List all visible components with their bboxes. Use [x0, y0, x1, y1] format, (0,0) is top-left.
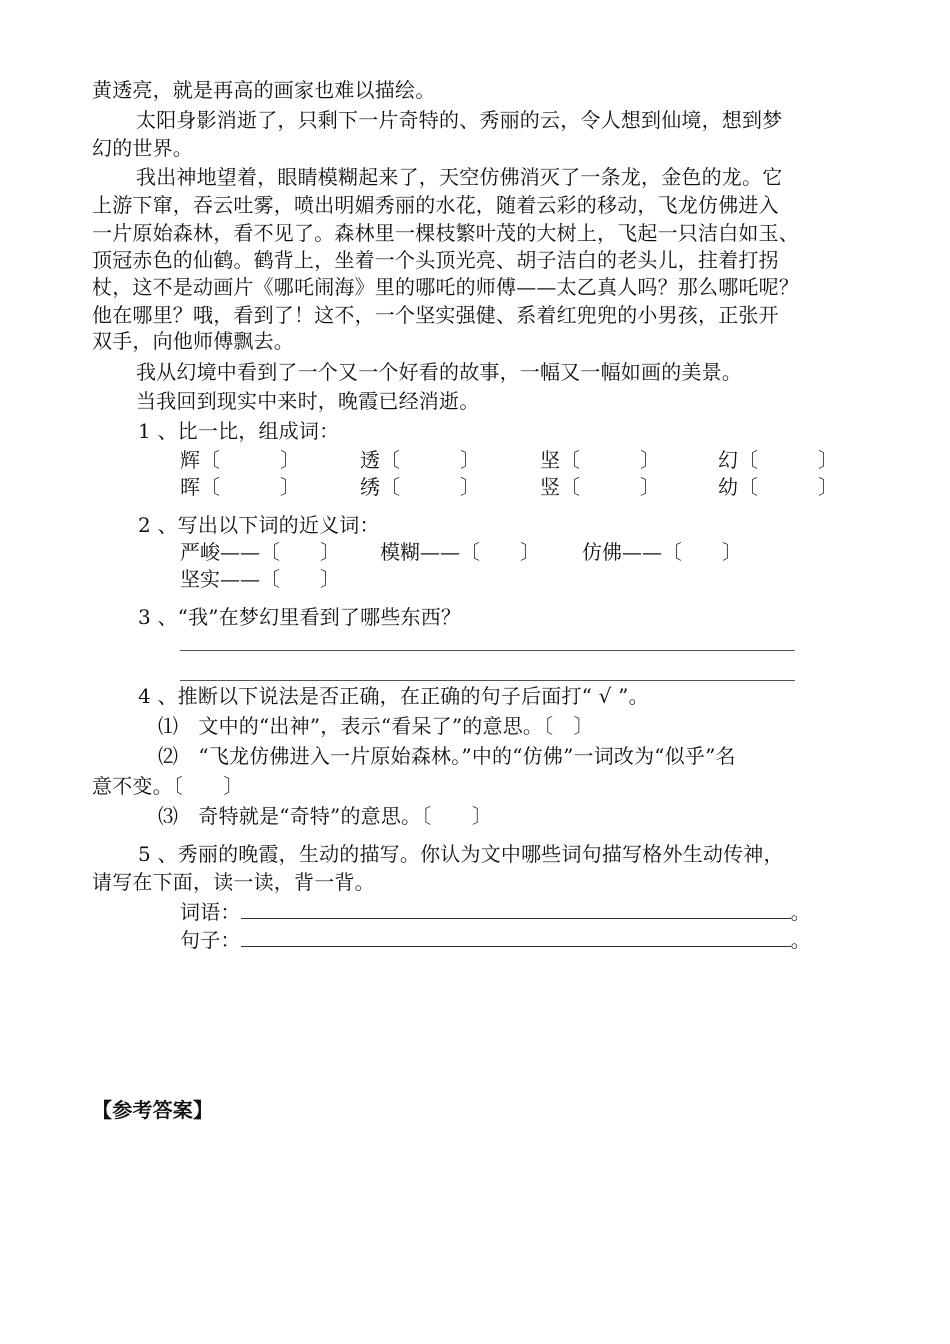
passage-line: 太阳身影消逝了，只剩下一片奇特的、秀丽的云，令人想到仙境，想到梦	[136, 108, 783, 132]
passage-line: 顶冠赤色的仙鹤。鹤背上，坐着一个头顶光亮、胡子洁白的老头儿，拄着打拐	[92, 248, 779, 272]
judgment-item-2-cont[interactable]: 意不变。〔 〕	[92, 774, 244, 798]
word-pair-cell[interactable]: 竖〔 〕	[540, 475, 660, 499]
synonym-item[interactable]: 模糊——〔 〕	[380, 540, 540, 564]
passage-line: 当我回到现实中来时，晚霞已经消逝。	[136, 389, 480, 413]
judgment-item-2[interactable]: ⑵ “飞龙仿佛进入一片原始森林。”中的“仿佛”一词改为“似乎”名	[158, 744, 736, 768]
passage-line: 黄透亮，就是再高的画家也难以描绘。	[92, 78, 436, 102]
word-pair-cell[interactable]: 透〔 〕	[360, 448, 480, 472]
end-mark: 。	[790, 928, 811, 952]
passage-line: 杖，这不是动画片《哪吒闹海》里的哪吒的师傅——太乙真人吗？那么哪吒呢？	[92, 275, 799, 299]
word-pair-cell[interactable]: 坚〔 〕	[540, 448, 660, 472]
sentence-answer-row[interactable]	[180, 926, 811, 954]
synonym-item[interactable]: 坚实——〔 〕	[180, 567, 340, 591]
answers-heading: 【参考答案】	[92, 1098, 214, 1122]
word-pair-cell[interactable]: 辉〔 〕	[180, 448, 300, 472]
passage-line: 我出神地望着，眼睛模糊起来了，天空仿佛消灭了一条龙，金色的龙。它	[136, 165, 783, 189]
word-pair-cell[interactable]: 晖〔 〕	[180, 475, 300, 499]
answer-line[interactable]	[180, 680, 795, 681]
synonym-item[interactable]: 严峻——〔 〕	[180, 540, 340, 564]
sentence-label: 句子：	[180, 928, 241, 952]
words-blank[interactable]	[241, 900, 791, 919]
passage-line: 双手，向他师傅飘去。	[92, 329, 294, 353]
answer-line[interactable]	[180, 650, 795, 651]
question-5-title: 5 、秀丽的晚霞，生动的描写。你认为文中哪些词句描写格外生动传神，	[138, 842, 784, 866]
synonym-item[interactable]: 仿佛——〔 〕	[582, 540, 742, 564]
passage-line: 上游下窜，吞云吐雾，喷出明媚秀丽的水花，随着云彩的移动，飞龙仿佛进入	[92, 193, 779, 217]
passage-line: 他在哪里？哦，看到了！这不，一个坚实强健、系着红兜兜的小男孩，正张开	[92, 303, 779, 327]
end-mark: 。	[790, 900, 811, 924]
word-pair-cell[interactable]: 绣〔 〕	[360, 475, 480, 499]
question-3-title: 3 、“我”在梦幻里看到了哪些东西？	[138, 605, 462, 629]
passage-line: 一片原始森林，看不见了。森林里一棵枝繁叶茂的大树上，飞起一只洁白如玉、	[92, 221, 799, 245]
word-pair-cell[interactable]: 幻〔 〕	[718, 448, 838, 472]
words-label: 词语：	[180, 900, 241, 924]
question-1-title: 1 、比一比，组成词：	[138, 419, 340, 443]
word-pair-cell[interactable]: 幼〔 〕	[718, 475, 838, 499]
words-answer-row[interactable]	[180, 898, 811, 926]
passage-line: 我从幻境中看到了一个又一个好看的故事，一幅又一幅如画的美景。	[136, 360, 742, 384]
question-2-title: 2 、写出以下词的近义词：	[138, 513, 380, 537]
sentence-blank[interactable]	[241, 928, 791, 947]
question-5-title-cont: 请写在下面，读一读，背一背。	[92, 870, 375, 894]
question-4-title: 4 、推断以下说法是否正确，在正确的句子后面打“ √ ”。	[138, 684, 649, 708]
judgment-item-3[interactable]: ⑶ 奇特就是“奇特”的意思。〔 〕	[158, 804, 493, 828]
passage-line: 幻的世界。	[92, 136, 193, 160]
judgment-item-1[interactable]: ⑴ 文中的“出神”，表示“看呆了”的意思。〔 〕	[158, 714, 594, 738]
